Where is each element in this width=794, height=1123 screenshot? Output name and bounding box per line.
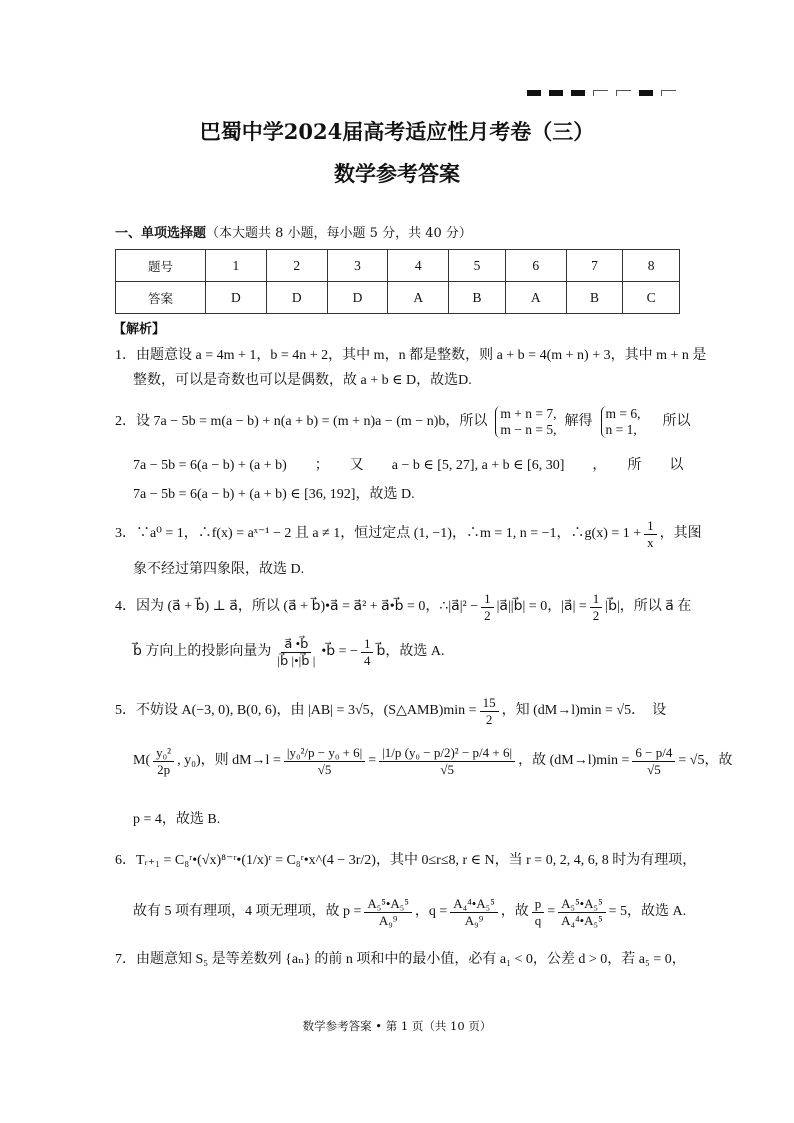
- text: = 5，故选 A.: [608, 903, 687, 919]
- table-cell: D: [206, 282, 267, 314]
- solution-6-line: [133, 896, 686, 928]
- table-cell: A: [505, 282, 566, 314]
- table-cell: 6: [505, 250, 566, 282]
- fraction: [558, 896, 605, 928]
- numerator: a⃗ •b⃗: [281, 636, 311, 653]
- denominator: 2: [592, 607, 600, 623]
- denominator: A₉⁹: [378, 912, 398, 928]
- text: ，故: [500, 903, 529, 919]
- page-subtitle: 数学参考答案: [334, 161, 460, 186]
- fraction: [361, 636, 374, 668]
- page-footer: 数学参考答案 • 第 1 页（共 10 页）: [302, 1019, 492, 1033]
- numerator: A₄⁴•A₅⁵: [450, 896, 497, 913]
- table-cell: D: [266, 282, 327, 314]
- table-cell: 8: [623, 250, 680, 282]
- numerator: 1: [590, 591, 603, 608]
- text: |b⃗|，所以 a⃗ 在: [605, 598, 692, 614]
- fraction: [590, 591, 603, 623]
- fraction: [153, 745, 174, 777]
- numerator: 1: [481, 591, 494, 608]
- mark: [616, 90, 631, 96]
- numerator: |y₀²/p − y₀ + 6|: [284, 745, 365, 762]
- table-cell: C: [623, 282, 680, 314]
- denominator: q: [534, 912, 542, 928]
- fraction: [480, 695, 499, 727]
- analysis-label: 【解析】: [113, 322, 166, 337]
- numerator: 1: [361, 636, 374, 653]
- solution-2-line: 7a − 5b = 6(a − b) + (a + b) ； 又 a − b ∈ [5, 27], a + b ∈ [6, 30] ， 所 以: [133, 458, 684, 473]
- table-cell: D: [327, 282, 388, 314]
- section-heading: [115, 222, 472, 241]
- text: ，q =: [414, 903, 448, 919]
- solution-1-line: 1．由题意设 a = 4m + 1，b = 4n + 2，其中 m，n 都是整数，则 a + b = 4(m + n) + 3，其中 m + n 是: [115, 348, 707, 363]
- table-cell: A: [388, 282, 449, 314]
- numerator: p: [532, 896, 545, 913]
- denominator: |b⃗ |•|b⃗ |: [277, 652, 316, 668]
- solution-3-line: [115, 518, 702, 550]
- solution-5-line: [115, 695, 666, 727]
- answer-table: [115, 249, 680, 314]
- equation: m − n = 5,: [500, 422, 557, 438]
- text: 2．设 7a − 5b = m(a − b) + n(a + b) = (m + n)a − (m − n)b，所以: [115, 413, 488, 429]
- text: = √5，故: [678, 752, 733, 768]
- section-note: （本大题共 8 小题，每小题 5 分，共 40 分）: [206, 226, 472, 241]
- table-cell: 7: [566, 250, 623, 282]
- table-cell: B: [449, 282, 506, 314]
- text: =: [368, 752, 377, 768]
- page-title: 巴蜀中学2024届高考适应性月考卷（三）: [199, 119, 595, 144]
- fraction: [632, 745, 675, 777]
- solution-7-line: 7．由题意知 S₅ 是等差数列 {aₙ} 的前 n 项和中的最小值，必有 a₁ < 0，公差 d > 0，若 a₅ = 0，: [115, 952, 686, 967]
- equation: m = 6,: [605, 406, 641, 421]
- numerator: A₅⁵•A₅⁵: [364, 896, 411, 913]
- text: ，其图: [659, 525, 702, 541]
- section-title: 一、单项选择题: [115, 226, 207, 241]
- text: 故有 5 项有理项，4 项无理项，故 p =: [133, 903, 362, 919]
- denominator: A₄⁴•A₅⁵: [561, 912, 603, 928]
- text: =: [547, 903, 556, 919]
- fraction: [379, 745, 515, 777]
- table-cell: 2: [266, 250, 327, 282]
- mark: [661, 90, 676, 96]
- denominator: 4: [363, 652, 371, 668]
- solution-4-line: [115, 591, 691, 623]
- text: ，知 (dM→l)min = √5． 设: [501, 702, 667, 718]
- denominator: √5: [317, 761, 332, 777]
- fraction: [284, 745, 365, 777]
- solution-1-line: 整数，可以是奇数也可以是偶数，故 a + b ∈ D，故选D.: [133, 373, 472, 388]
- denominator: A₉⁹: [464, 912, 484, 928]
- fraction: [450, 896, 497, 928]
- text: b⃗ 方向上的投影向量为: [133, 643, 272, 659]
- denominator: 2p: [157, 761, 171, 777]
- fraction: [644, 518, 657, 550]
- solution-6-line: 6．Tᵣ₊₁ = C₈ʳ•(√x)⁸⁻ʳ•(1/x)ʳ = C₈ʳ•x^(4 − 3r/2)，其中 0≤r≤8, r ∈ N，当 r = 0, 2, 4, 6, 8 时为有理项，: [115, 853, 697, 868]
- text: 5．不妨设 A(−3, 0), B(0, 6)，由 |AB| = 3√5，(S△AMB)min =: [115, 702, 477, 718]
- denominator: √5: [440, 761, 454, 777]
- table-cell: B: [566, 282, 623, 314]
- mark: [527, 90, 541, 96]
- mark: [593, 90, 608, 96]
- denominator: 2: [485, 711, 493, 727]
- solution-3-line: 象不经过第四象限，故选 D.: [133, 562, 305, 577]
- fraction: [532, 896, 545, 928]
- solution-5-line: p = 4，故选 B.: [133, 812, 221, 827]
- mark: [639, 90, 653, 96]
- table-cell: 答案: [116, 282, 206, 314]
- text: 3．∵a⁰ = 1，∴f(x) = aˣ⁻¹ − 2 且 a ≠ 1，恒过定点 (1, −1)，∴m = 1, n = −1，∴g(x) = 1 +: [115, 525, 642, 541]
- solution-4-line: [133, 636, 444, 668]
- table-row: [116, 282, 680, 314]
- denominator: √5: [647, 761, 661, 777]
- equation: m + n = 7,: [500, 406, 557, 421]
- equation: n = 1,: [605, 422, 637, 438]
- denominator: 2: [484, 607, 491, 623]
- fraction: [364, 896, 411, 928]
- mark: [571, 90, 585, 96]
- text: M(: [133, 752, 151, 768]
- table-row: [116, 250, 680, 282]
- solution-5-line: [133, 745, 732, 777]
- table-cell: 4: [388, 250, 449, 282]
- numerator: 6 − p/4: [632, 745, 675, 762]
- text: |a⃗||b⃗| = 0，|a⃗| =: [496, 598, 587, 614]
- table-cell: 1: [206, 250, 267, 282]
- solution-2-line: [115, 406, 691, 438]
- text: 所以: [662, 413, 691, 429]
- text: •b⃗ = −: [321, 643, 358, 659]
- table-cell: 3: [327, 250, 388, 282]
- text: 解得: [564, 413, 593, 429]
- equation-system: [495, 406, 556, 438]
- text: b⃗，故选 A.: [376, 643, 445, 659]
- numerator: |1/p (y₀ − p/2)² − p/4 + 6|: [379, 745, 515, 762]
- numerator: 15: [480, 695, 499, 712]
- table-cell: 5: [449, 250, 506, 282]
- text: ，故 (dM→l)min =: [518, 752, 630, 768]
- fraction: [481, 591, 494, 623]
- fraction: [274, 636, 318, 668]
- text: , y₀)，则 dM→l =: [177, 752, 281, 768]
- solution-2-line: 7a − 5b = 6(a − b) + (a + b) ∈ [36, 192]，故选 D.: [133, 487, 415, 502]
- text: 4．因为 (a⃗ + b⃗) ⊥ a⃗，所以 (a⃗ + b⃗)•a⃗ = a⃗² + a⃗•b⃗ = 0，∴|a⃗|² −: [115, 598, 479, 614]
- mark: [549, 90, 563, 96]
- numerator: 1: [644, 518, 657, 535]
- table-cell: 题号: [116, 250, 206, 282]
- denominator: x: [647, 534, 654, 550]
- numerator: y₀²: [153, 745, 174, 762]
- header-marks: [527, 90, 676, 96]
- numerator: A₅⁵•A₅⁵: [558, 896, 605, 913]
- equation-system: [601, 406, 641, 438]
